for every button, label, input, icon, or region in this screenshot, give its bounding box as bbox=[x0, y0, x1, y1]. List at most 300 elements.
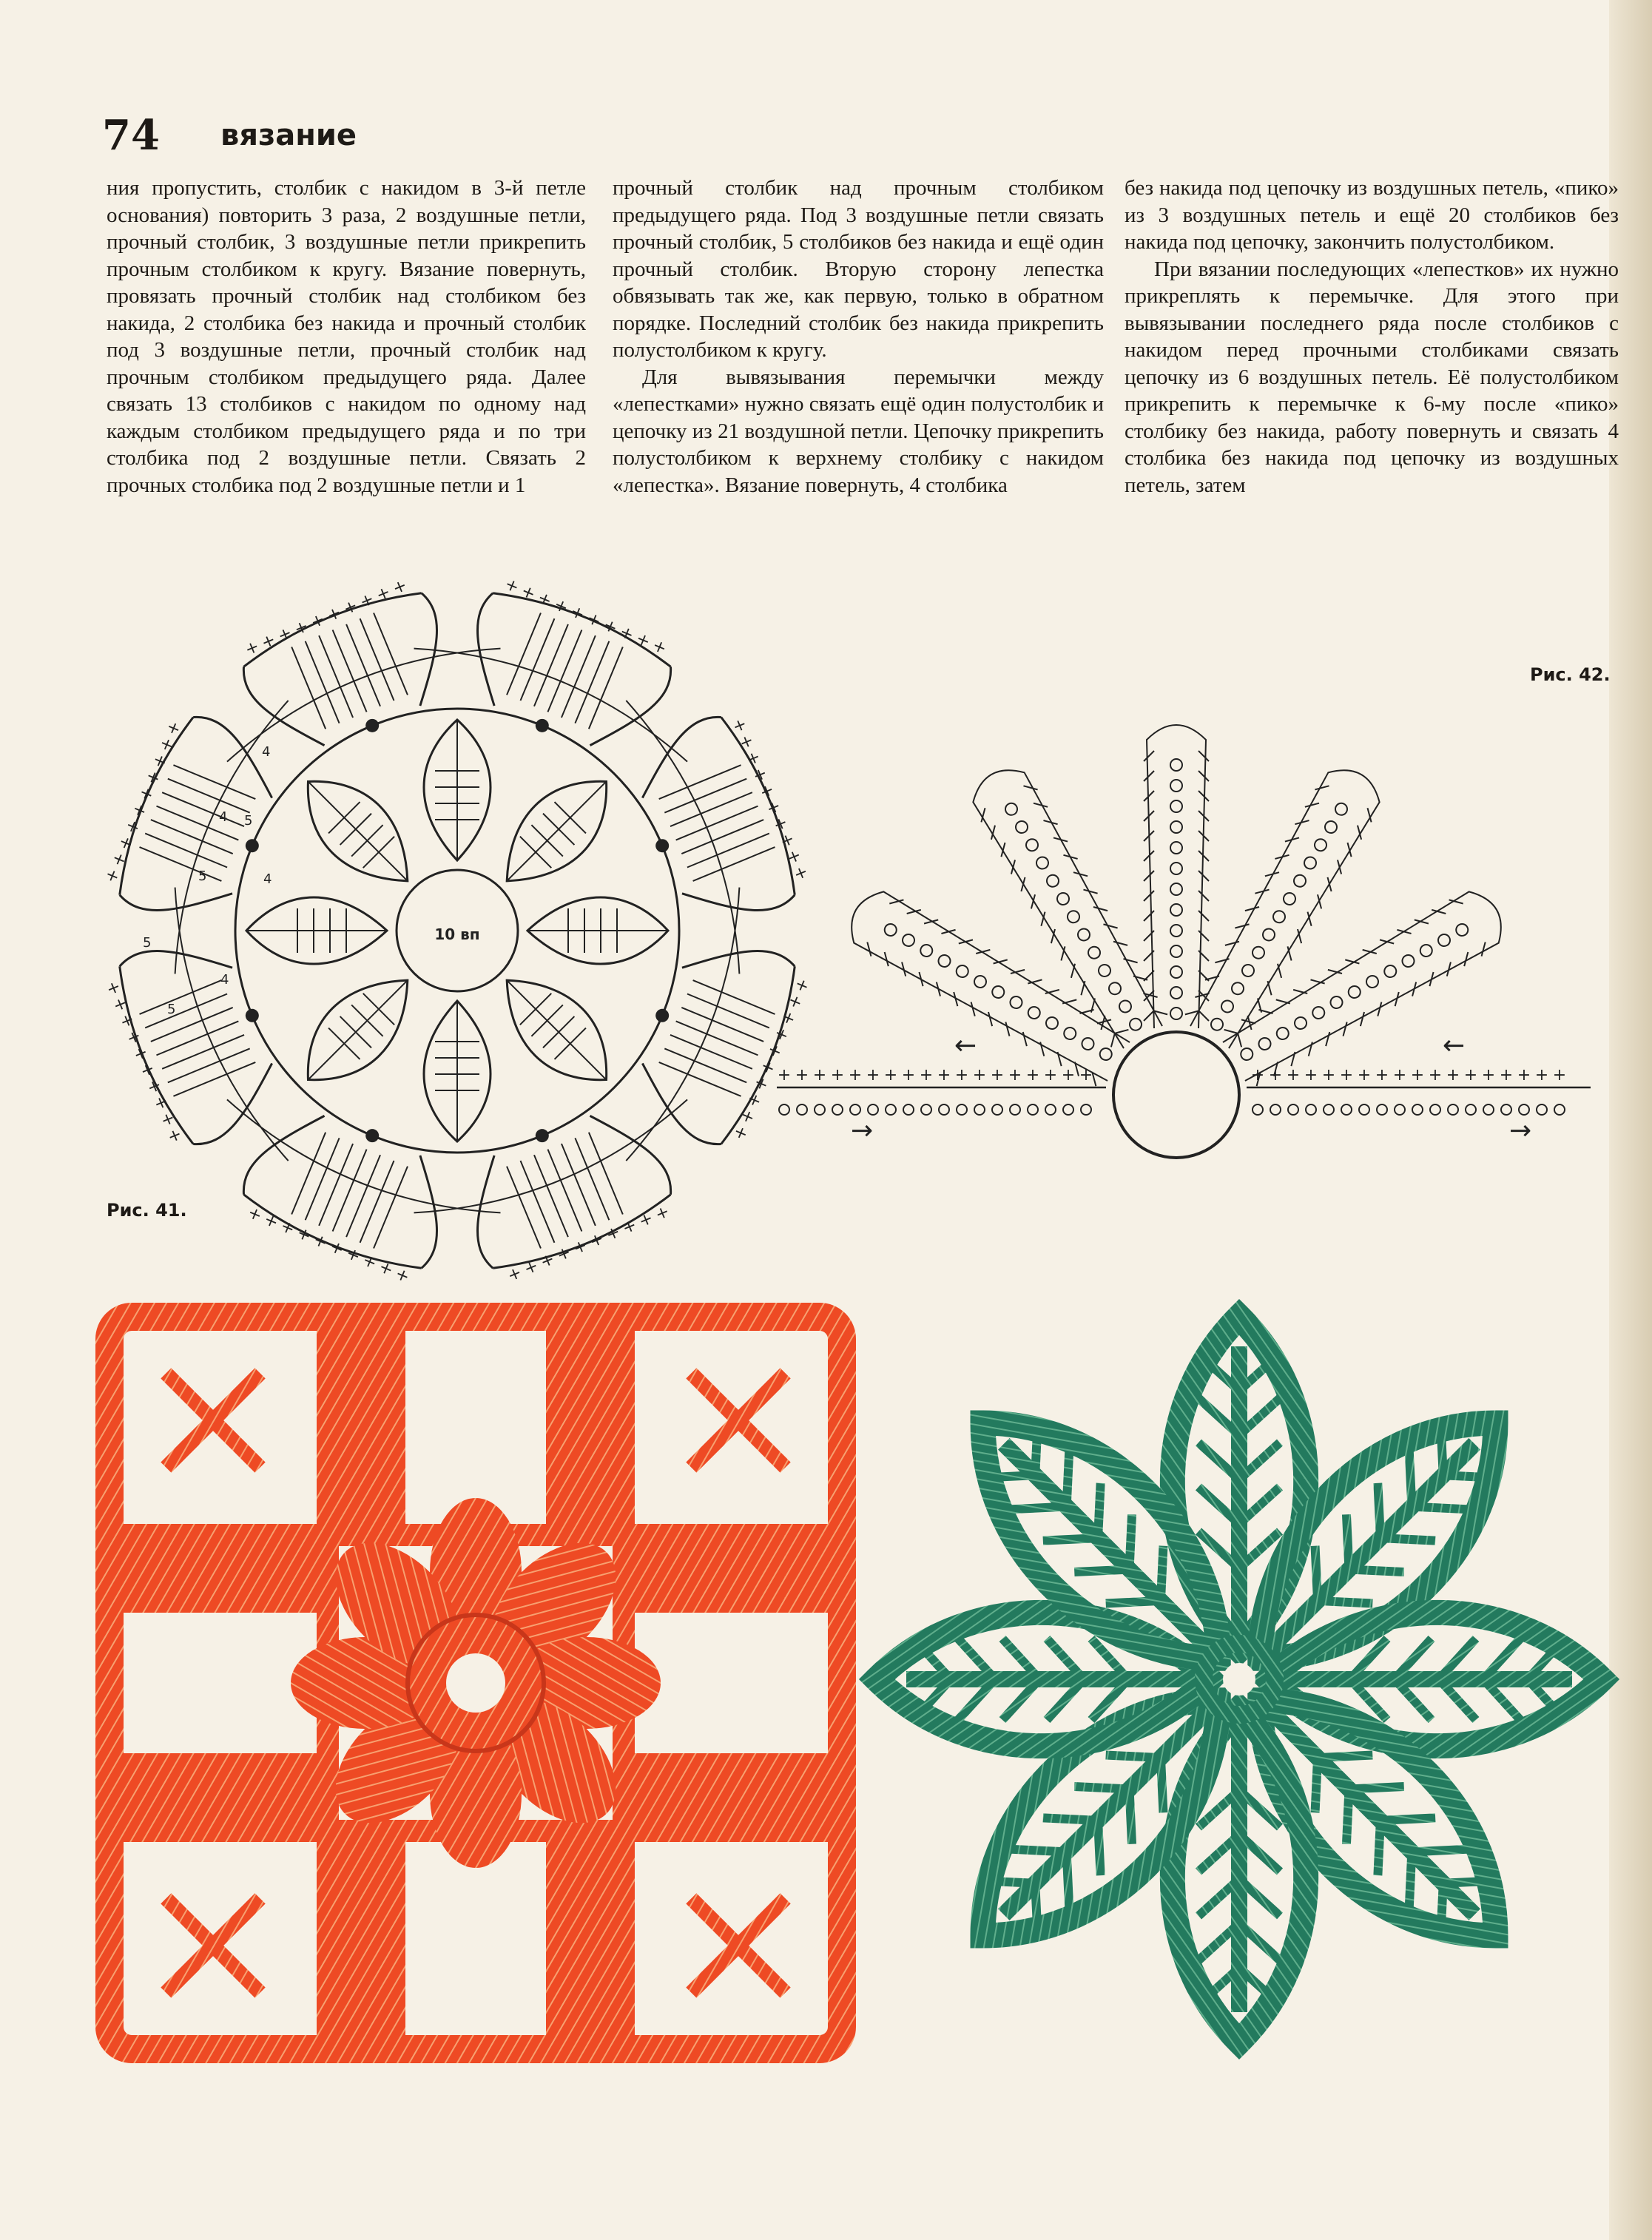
chain-stitch bbox=[1359, 1104, 1369, 1115]
chain-stitch bbox=[1302, 855, 1318, 871]
stitch-line bbox=[333, 630, 367, 712]
chain-stitch bbox=[886, 1104, 896, 1115]
stitch-line bbox=[534, 624, 568, 706]
stitch-line bbox=[924, 914, 938, 928]
chain-stitch bbox=[937, 953, 953, 969]
single-crochet-mark: + bbox=[728, 715, 751, 736]
stitch-line bbox=[1144, 751, 1154, 761]
single-crochet-mark: + bbox=[741, 748, 764, 769]
chain-stitch bbox=[1107, 980, 1123, 996]
single-crochet-mark: + bbox=[736, 1106, 759, 1127]
stitch-line bbox=[1215, 954, 1229, 968]
stitch-line bbox=[173, 1062, 255, 1096]
chain-stitch bbox=[1261, 927, 1277, 943]
chain-stitch bbox=[1430, 1104, 1440, 1115]
single-crochet-mark: + bbox=[972, 1066, 987, 1084]
chain-spoke bbox=[738, 1898, 786, 1946]
chain-stitch bbox=[1081, 1104, 1091, 1115]
stitch-line bbox=[145, 994, 227, 1028]
corner-motif bbox=[166, 1373, 260, 1467]
single-crochet-mark: + bbox=[294, 1223, 314, 1246]
single-crochet-mark: + bbox=[1304, 1066, 1318, 1084]
chain-stitch bbox=[1044, 1015, 1060, 1031]
chain-stitch bbox=[1537, 1104, 1547, 1115]
stitch-line bbox=[1006, 860, 1020, 874]
photo-star-motif bbox=[858, 1287, 1620, 2071]
single-crochet-mark: + bbox=[390, 576, 410, 598]
chain-stitch bbox=[1436, 932, 1452, 948]
single-crochet-mark: + bbox=[534, 588, 555, 611]
chain-stitch bbox=[1062, 1025, 1078, 1042]
paragraph: ния пропустить, столбик с накидом в 3-й петле основания) повторить 3 раза, 2 воздушные петли, прочный столбик, 3 воздушные петли прикрепить прочным столбиком к кругу. Вязание повернуть, провязать прочный столбик над столбиком без накида, 2 столбика без накида и прочный столбик под 3 воздушные петли, прочный столбик над прочным столбиком предыдущего ряда. Далее связать 13 столбиков с накидом по одному над каждым столбиком предыдущего ряда и по три столбика под 2 воздушные петли. Связать 2 прочных столбика под 2 воздушные петли и 1 bbox=[107, 176, 586, 497]
figure-caption-fig41: Рис. 41. bbox=[107, 1200, 187, 1221]
stitch-line bbox=[162, 1035, 244, 1069]
chain-stitch bbox=[1323, 819, 1339, 835]
petal-outline bbox=[965, 760, 1168, 1052]
single-crochet-mark: + bbox=[1499, 1066, 1514, 1084]
single-crochet-mark: + bbox=[1446, 1066, 1460, 1084]
fan-petal bbox=[963, 758, 1171, 1053]
single-crochet-mark: + bbox=[743, 1090, 766, 1110]
chain-stitch bbox=[797, 1104, 807, 1115]
stitch-line bbox=[670, 792, 752, 826]
single-crochet-mark: + bbox=[570, 1235, 590, 1258]
chain-stitch bbox=[1554, 1104, 1565, 1115]
stitch-line bbox=[1415, 914, 1429, 928]
stitch-line bbox=[931, 982, 945, 996]
single-crochet-mark: + bbox=[327, 1236, 347, 1260]
single-crochet-mark: + bbox=[756, 1057, 779, 1077]
stitch-line bbox=[319, 635, 353, 718]
single-crochet-mark: + bbox=[1375, 1066, 1389, 1084]
chain-stitch bbox=[1170, 945, 1182, 957]
center-chain-label: 10 вп bbox=[434, 925, 480, 943]
single-crochet-mark: + bbox=[109, 994, 132, 1015]
row-number: 5 bbox=[244, 813, 253, 829]
stitch-line bbox=[140, 847, 222, 881]
chain-stitch bbox=[1076, 927, 1092, 943]
stitch-line bbox=[996, 843, 1010, 857]
single-crochet-mark: + bbox=[990, 1066, 1005, 1084]
single-crochet-mark: + bbox=[123, 1027, 146, 1048]
fan-petal bbox=[840, 882, 1135, 1090]
chain-stitch bbox=[1219, 999, 1235, 1015]
single-crochet-mark: + bbox=[587, 1229, 607, 1252]
direction-arrow: ← bbox=[954, 1030, 977, 1061]
chain-stitch bbox=[1400, 953, 1417, 969]
chain-stitch bbox=[1312, 837, 1329, 853]
stitch-line bbox=[1198, 891, 1209, 901]
chain-stitch bbox=[1412, 1104, 1423, 1115]
single-crochet-mark: + bbox=[242, 637, 263, 660]
petal bbox=[483, 957, 630, 1103]
stitch-line bbox=[1016, 877, 1030, 891]
stitch-line bbox=[1144, 911, 1154, 921]
single-crochet-mark: + bbox=[376, 1257, 397, 1280]
single-crochet-mark: + bbox=[919, 1066, 934, 1084]
slip-stitch-dot bbox=[655, 839, 669, 852]
chain-spoke bbox=[166, 1946, 213, 1993]
stitch-line bbox=[374, 1167, 408, 1249]
row-number: 4 bbox=[220, 972, 229, 988]
single-crochet-mark: + bbox=[1025, 1066, 1040, 1084]
corner-motif bbox=[691, 1898, 785, 1992]
single-crochet-mark: + bbox=[1463, 1066, 1478, 1084]
single-crochet-mark: + bbox=[143, 1076, 166, 1096]
stitch-line bbox=[1144, 871, 1154, 881]
stitch-line bbox=[1043, 815, 1057, 829]
single-crochet-mark: + bbox=[748, 765, 772, 785]
stitch-line bbox=[145, 834, 227, 868]
petal bbox=[285, 758, 431, 905]
single-crochet-mark: + bbox=[616, 622, 637, 645]
stitch-line bbox=[1322, 877, 1336, 891]
text-column-3 bbox=[1125, 175, 1619, 544]
chain-spoke bbox=[691, 1420, 738, 1468]
single-crochet-mark: + bbox=[600, 615, 621, 638]
row-number: 5 bbox=[167, 1002, 176, 1017]
stitch-line bbox=[360, 618, 394, 701]
petal bbox=[483, 758, 630, 905]
stitch-line bbox=[521, 1161, 555, 1243]
petal bbox=[527, 897, 668, 964]
slip-stitch-dot bbox=[655, 1009, 669, 1022]
chain-stitch bbox=[954, 963, 971, 979]
single-crochet-mark: + bbox=[163, 1125, 186, 1146]
chain-stitch bbox=[1281, 891, 1298, 907]
chain-stitch bbox=[1230, 980, 1246, 996]
stitch-line bbox=[659, 1062, 741, 1096]
petal bbox=[246, 897, 387, 964]
single-crochet-mark: + bbox=[162, 718, 186, 738]
chain-stitch bbox=[1127, 1016, 1144, 1033]
chain-stitch bbox=[1170, 863, 1182, 874]
stitch-line bbox=[1073, 867, 1088, 881]
single-crochet-mark: + bbox=[505, 1263, 525, 1286]
chain-stitch bbox=[1275, 1025, 1291, 1042]
direction-arrow: → bbox=[1509, 1116, 1532, 1146]
stitch-line bbox=[676, 1021, 758, 1055]
outer-bar bbox=[97, 704, 291, 939]
stitch-line bbox=[562, 1144, 596, 1226]
chain-stitch bbox=[1209, 1016, 1225, 1033]
chain-stitch bbox=[903, 1104, 914, 1115]
row-number: 5 bbox=[198, 868, 207, 884]
stitch-line bbox=[1304, 1042, 1318, 1056]
row-number: 4 bbox=[263, 871, 272, 887]
stitch-line bbox=[140, 980, 222, 1014]
chain-stitch bbox=[1098, 1046, 1114, 1062]
stitch-line bbox=[687, 834, 769, 868]
stitch-line bbox=[1265, 867, 1279, 881]
chain-stitch bbox=[1240, 962, 1256, 979]
single-crochet-mark: + bbox=[343, 1244, 363, 1266]
chain-stitch bbox=[1324, 1104, 1334, 1115]
single-crochet-mark: + bbox=[357, 590, 377, 613]
single-crochet-mark: + bbox=[633, 629, 653, 652]
chain-stitch bbox=[939, 1104, 949, 1115]
single-crochet-mark: + bbox=[866, 1066, 880, 1084]
chain-stitch bbox=[1341, 1104, 1352, 1115]
chain-spoke bbox=[738, 1946, 786, 1993]
stitch-line bbox=[1397, 925, 1411, 939]
chain-stitch bbox=[1333, 801, 1349, 817]
single-crochet-mark: + bbox=[1481, 1066, 1496, 1084]
single-crochet-mark: + bbox=[1268, 1066, 1283, 1084]
row-number: 5 bbox=[143, 935, 152, 951]
single-crochet-mark: + bbox=[603, 1221, 623, 1245]
chain-stitch bbox=[972, 974, 988, 990]
single-crochet-mark: + bbox=[340, 596, 361, 619]
outer-bar bbox=[231, 1097, 465, 1291]
stitch-line bbox=[1407, 982, 1421, 996]
stitch-line bbox=[1390, 992, 1404, 1006]
chain-spoke bbox=[213, 1373, 260, 1420]
single-crochet-mark: + bbox=[567, 601, 587, 625]
chain-spoke bbox=[691, 1898, 738, 1946]
stitch-line bbox=[291, 647, 326, 729]
single-crochet-mark: + bbox=[128, 800, 152, 820]
single-crochet-mark: + bbox=[291, 616, 311, 640]
chain-stitch bbox=[1395, 1104, 1405, 1115]
photo-square-motif bbox=[102, 1309, 849, 2057]
single-crochet-mark: + bbox=[149, 751, 172, 772]
stitch-line bbox=[547, 630, 581, 712]
petal-outline bbox=[1184, 760, 1386, 1052]
chain-spoke bbox=[691, 1946, 738, 1993]
single-crochet-mark: + bbox=[308, 610, 328, 632]
chain-stitch bbox=[1364, 974, 1380, 990]
single-crochet-mark: + bbox=[783, 991, 806, 1012]
direction-arrow: → bbox=[851, 1116, 874, 1146]
single-crochet-mark: + bbox=[749, 1073, 772, 1094]
single-crochet-mark: + bbox=[1286, 1066, 1301, 1084]
petal-spine bbox=[308, 980, 407, 1079]
stitch-line bbox=[589, 1133, 623, 1215]
single-crochet-mark: + bbox=[769, 814, 792, 834]
chain-spoke bbox=[166, 1420, 213, 1468]
stitch-line bbox=[1198, 1011, 1209, 1021]
single-crochet-mark: + bbox=[1392, 1066, 1407, 1084]
text-column-2 bbox=[613, 175, 1104, 544]
single-crochet-mark: + bbox=[770, 1025, 793, 1045]
figure-caption-fig42: Рис. 42. bbox=[1530, 664, 1611, 685]
single-crochet-mark: + bbox=[937, 1066, 951, 1084]
stitch-line bbox=[1144, 1011, 1154, 1021]
chain-stitch bbox=[900, 932, 917, 948]
chain-stitch bbox=[1238, 1046, 1255, 1062]
chain-stitch bbox=[990, 984, 1006, 1000]
chain-spoke bbox=[213, 1898, 260, 1946]
stitch-line bbox=[1424, 972, 1438, 986]
stitch-line bbox=[156, 1021, 238, 1055]
single-crochet-mark: + bbox=[537, 1249, 558, 1272]
chain-stitch bbox=[1170, 966, 1182, 978]
chain-stitch bbox=[1014, 819, 1030, 835]
center-ring bbox=[1113, 1032, 1239, 1158]
stitch-line bbox=[959, 934, 973, 948]
stitch-line bbox=[346, 1155, 380, 1237]
petal bbox=[424, 1001, 490, 1141]
chain-stitch bbox=[1034, 855, 1051, 871]
chain-spoke bbox=[213, 1946, 260, 1993]
chain-stitch bbox=[1454, 922, 1470, 938]
chain-stitch bbox=[1045, 873, 1061, 889]
chain-stitch bbox=[1483, 1104, 1494, 1115]
stitch-line bbox=[547, 1150, 581, 1232]
star-petal bbox=[877, 1613, 1210, 1746]
single-crochet-mark: + bbox=[812, 1066, 827, 1084]
chain-stitch bbox=[1170, 821, 1182, 833]
stitch-line bbox=[346, 624, 380, 706]
stitch-line bbox=[575, 641, 609, 723]
single-crochet-mark: + bbox=[101, 866, 124, 886]
stitch-line bbox=[1144, 891, 1154, 901]
single-crochet-mark: + bbox=[790, 975, 813, 996]
chain-stitch bbox=[1292, 873, 1308, 889]
petal-outline bbox=[841, 884, 1133, 1087]
stitch-line bbox=[575, 1138, 609, 1220]
chain-stitch bbox=[1026, 1005, 1042, 1021]
chain-stitch bbox=[1170, 1008, 1182, 1019]
chain-stitch bbox=[1008, 994, 1025, 1011]
chain-stitch bbox=[1170, 842, 1182, 854]
chain-stitch bbox=[1270, 1104, 1281, 1115]
single-crochet-mark: + bbox=[729, 1123, 752, 1143]
chain-stitch bbox=[992, 1104, 1002, 1115]
stitch-line bbox=[681, 1008, 763, 1042]
row-number: 4 bbox=[262, 744, 271, 760]
stitch-line bbox=[687, 994, 769, 1028]
single-crochet-mark: + bbox=[883, 1066, 898, 1084]
row-number: 4 bbox=[219, 809, 228, 825]
petal-spine bbox=[308, 781, 407, 880]
chain-spoke bbox=[166, 1373, 213, 1420]
chain-stitch bbox=[1024, 837, 1040, 853]
stitch-line bbox=[306, 641, 340, 723]
chain-stitch bbox=[1117, 999, 1133, 1015]
single-crochet-mark: + bbox=[121, 817, 144, 837]
single-crochet-mark: + bbox=[373, 582, 394, 606]
stitch-line bbox=[670, 1035, 752, 1069]
stitch-line bbox=[507, 613, 541, 695]
stitch-line bbox=[360, 1161, 394, 1243]
paragraph: Для вывязывания перемычки между «лепестками» нужно связать ещё один полустолбик и цепочку из 21 воздушной петли. Цепочку прикрепить полустолбиком к верхнему столбику с накидом «лепестка». Вязание повернуть, 4 столбика bbox=[613, 365, 1104, 497]
single-crochet-mark: + bbox=[635, 1208, 656, 1231]
chain-stitch bbox=[1086, 945, 1102, 961]
stitch-line bbox=[168, 779, 250, 813]
slip-stitch-dot bbox=[246, 839, 259, 852]
single-crochet-mark: + bbox=[1517, 1066, 1531, 1084]
stitch-line bbox=[1342, 843, 1356, 857]
stitch-line bbox=[1198, 771, 1209, 781]
single-crochet-mark: + bbox=[277, 1216, 298, 1239]
outer-bar bbox=[231, 570, 465, 764]
single-crochet-mark: + bbox=[360, 1250, 380, 1273]
single-crochet-mark: + bbox=[155, 735, 178, 755]
stitch-line bbox=[1332, 860, 1346, 874]
chain-stitch bbox=[1096, 962, 1113, 979]
chain-stitch bbox=[1080, 1036, 1096, 1052]
star-petal bbox=[1173, 1709, 1306, 2042]
single-crochet-mark: + bbox=[324, 603, 345, 626]
chain-stitch bbox=[1010, 1104, 1020, 1115]
chain-stitch bbox=[1253, 1104, 1263, 1115]
petal-spine bbox=[507, 980, 606, 1079]
stitch-line bbox=[168, 1048, 250, 1082]
stitch-line bbox=[976, 945, 990, 959]
crochet-diagram-fig41 bbox=[87, 570, 813, 1286]
single-crochet-mark: + bbox=[848, 1066, 863, 1084]
chain-stitch bbox=[1003, 801, 1019, 817]
chain-stitch bbox=[815, 1104, 825, 1115]
star-petal bbox=[1173, 1317, 1306, 1650]
single-crochet-mark: + bbox=[954, 1066, 969, 1084]
stitch-line bbox=[1285, 832, 1299, 846]
chain-stitch bbox=[1466, 1104, 1476, 1115]
single-crochet-mark: + bbox=[274, 624, 295, 647]
chain-stitch bbox=[1028, 1104, 1038, 1115]
page-number: 74 bbox=[102, 111, 160, 160]
single-crochet-mark: + bbox=[1339, 1066, 1354, 1084]
single-crochet-mark: + bbox=[1043, 1066, 1058, 1084]
single-crochet-mark: + bbox=[584, 609, 604, 632]
chain-stitch bbox=[1292, 1015, 1309, 1031]
petal bbox=[424, 720, 490, 860]
single-crochet-mark: + bbox=[1008, 1066, 1022, 1084]
stitch-line bbox=[941, 925, 955, 939]
single-crochet-mark: + bbox=[261, 1210, 282, 1232]
stitch-line bbox=[1053, 832, 1068, 846]
stitch-line bbox=[1198, 751, 1209, 761]
chain-spoke bbox=[213, 1420, 260, 1468]
single-crochet-mark: + bbox=[777, 1008, 800, 1028]
star-petal bbox=[1269, 1613, 1602, 1746]
single-crochet-mark: + bbox=[1079, 1066, 1093, 1084]
single-crochet-mark: + bbox=[755, 781, 778, 801]
chain-spoke bbox=[166, 1898, 213, 1946]
chain-stitch bbox=[957, 1104, 967, 1115]
stitch-line bbox=[173, 765, 255, 799]
text-column-1 bbox=[107, 175, 586, 544]
stitch-line bbox=[162, 792, 244, 826]
stitch-line bbox=[333, 1150, 367, 1232]
chain-stitch bbox=[1519, 1104, 1529, 1115]
chain-stitch bbox=[1170, 759, 1182, 771]
single-crochet-mark: + bbox=[775, 830, 798, 851]
single-crochet-mark: + bbox=[1428, 1066, 1443, 1084]
chain-stitch bbox=[868, 1104, 878, 1115]
fan-petal bbox=[1144, 725, 1209, 1028]
single-crochet-mark: + bbox=[1552, 1066, 1567, 1084]
single-crochet-mark: + bbox=[392, 1264, 413, 1286]
single-crochet-mark: + bbox=[129, 1043, 152, 1064]
section-title: вязание bbox=[220, 118, 357, 152]
stitch-line bbox=[1198, 871, 1209, 881]
chain-stitch bbox=[832, 1104, 843, 1115]
stitch-line bbox=[1442, 962, 1456, 976]
single-crochet-mark: + bbox=[553, 1242, 574, 1265]
chain-stitch bbox=[1170, 904, 1182, 916]
single-crochet-mark: + bbox=[782, 846, 806, 867]
single-crochet-mark: + bbox=[258, 630, 279, 653]
chain-stitch bbox=[1257, 1036, 1273, 1052]
stitch-line bbox=[562, 635, 596, 718]
single-crochet-mark: + bbox=[311, 1229, 331, 1252]
stitch-line bbox=[664, 779, 746, 813]
outer-bar bbox=[449, 1097, 684, 1291]
chain-stitch bbox=[1306, 1104, 1316, 1115]
